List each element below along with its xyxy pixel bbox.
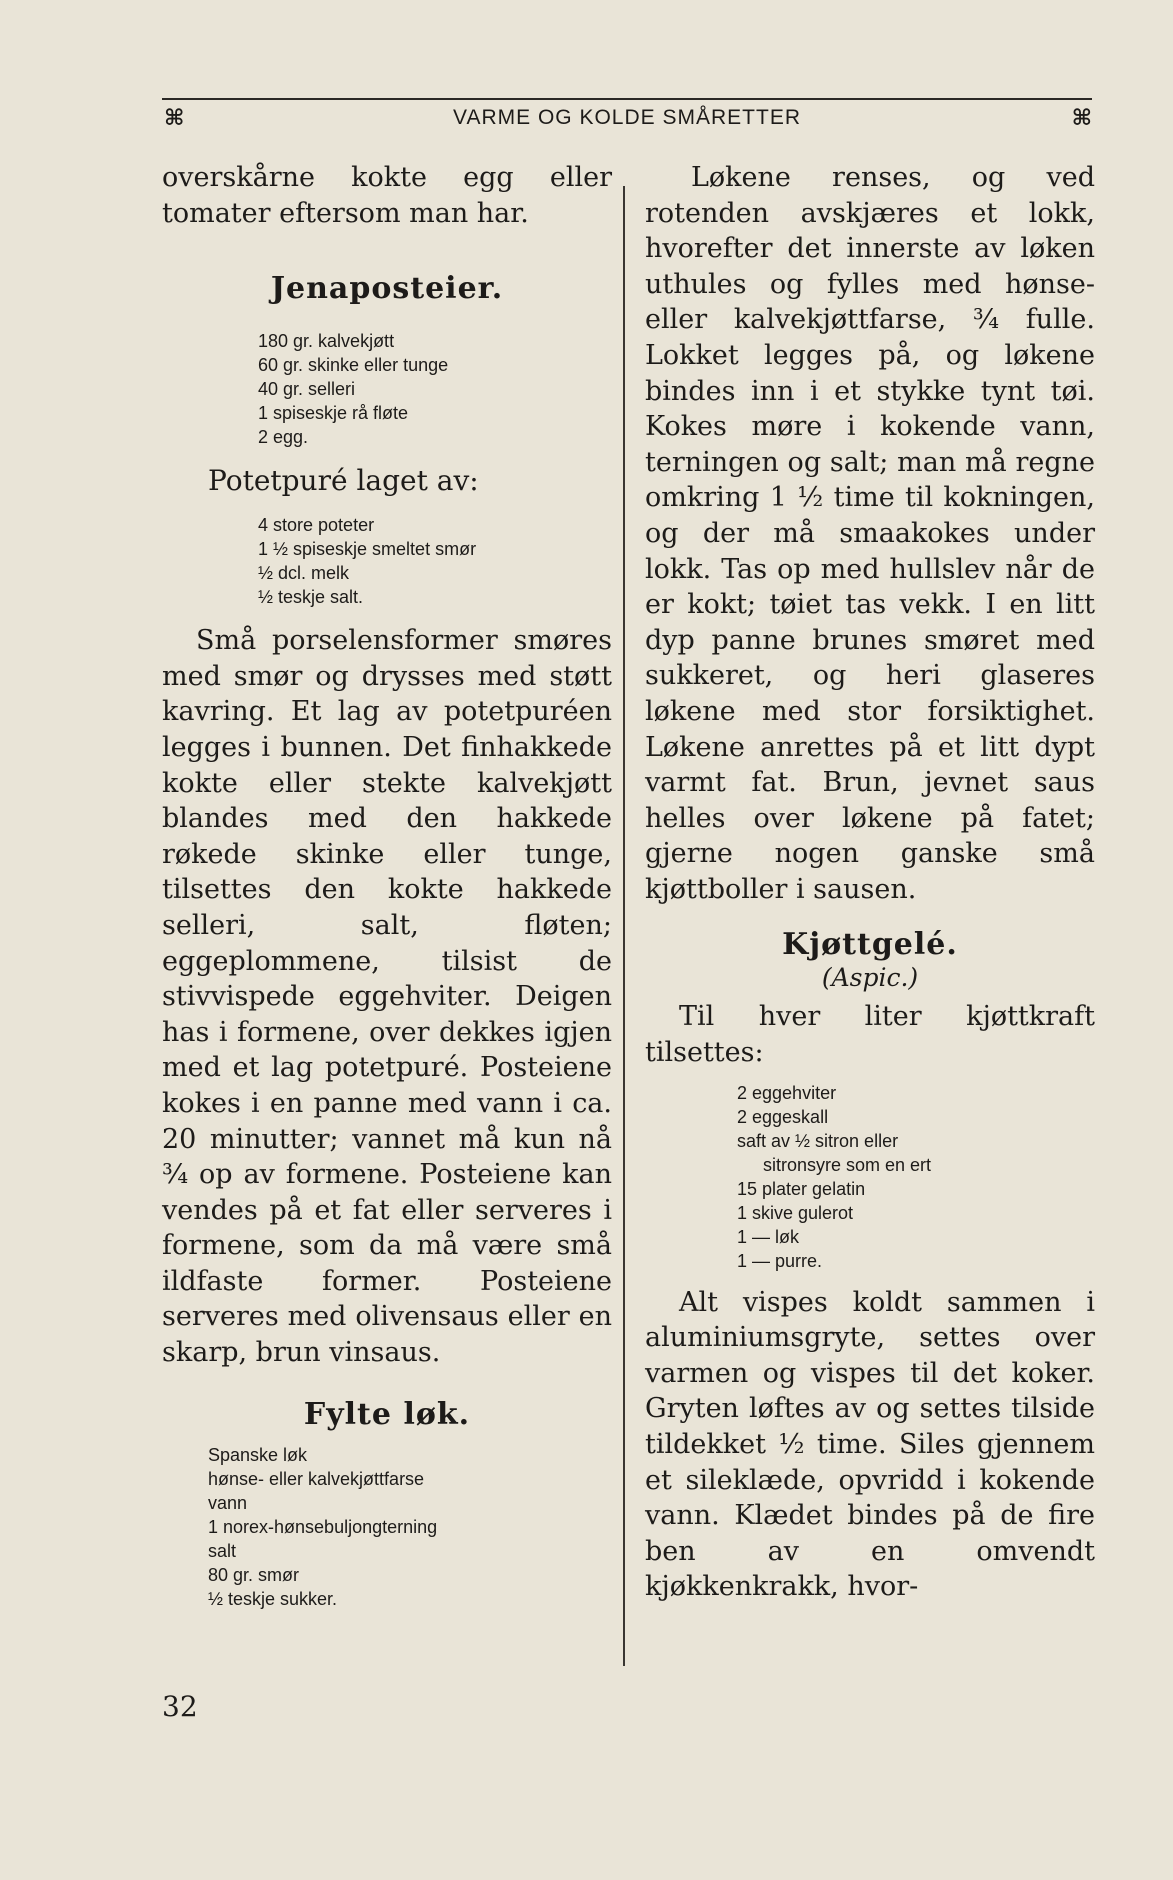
- ingredient-item: ½ teskje sukker.: [208, 1588, 338, 1609]
- puree-ingredients: [162, 513, 612, 609]
- puree-heading: Potetpuré laget av:: [208, 464, 479, 498]
- ingredient-item: Spanske løk: [208, 1444, 308, 1465]
- jenaposteier-method: Små porselensformer smøres med smør og drysses med støtt kavring. Et lag av potetpuréen legges i bunnen. Det finhakkede kokte eller stekte kalvekjøtt blandes med den hakkede røkede skinke eller tunge, tilsettes den kokte hakkede selleri, salt, fløten; eggeplommene, tilsist de stivvispede eggehviter. Deigen has i formene, over dekkes igjen med et lag potetpuré. Posteiene kokes i en panne med vann i ca. 20 minutter; vannet må kun nå ¾ op av formene. Posteiene kan vendes på et fat eller serveres i formene, som da må være små ildfaste former. Posteiene serveres med olivensaus eller en skarp, brun vinsaus.: [162, 625, 612, 1369]
- ingredient-item: 2 eggeskall: [737, 1106, 829, 1127]
- ingredient-item: 1 spiseskje rå fløte: [258, 403, 409, 424]
- intro-text: overskårne kokte egg eller tomater eftersom man har.: [162, 162, 612, 229]
- ingredient-item: 1 ½ spiseskje smeltet smør: [258, 539, 477, 560]
- ingredient-item: vann: [208, 1492, 248, 1513]
- ingredient-item: hønse- eller kalvekjøttfarse: [208, 1468, 425, 1489]
- ingredient-item: saft av ½ sitron eller: [737, 1130, 899, 1151]
- kjottgele-ingredients: [645, 1081, 1095, 1273]
- kjottgele-method: Alt vispes koldt sammen i aluminiumsgryte, settes over varmen og vispes til det koker. Gryten løftes av og settes tilside tildekket ½ time. Siles gjennem et sileklæde, opvridd i kokende vann. Klædet bindes på de fire ben av en omvendt kjøkkenkrakk, hvor-: [645, 1286, 1095, 1603]
- recipe-title-fylte-lok: Fylte løk.: [303, 1396, 471, 1432]
- ingredient-item: ½ teskje salt.: [258, 587, 364, 608]
- ornament-right-icon: ⌘: [1071, 105, 1092, 131]
- fylte-lok-ingredients: [162, 1443, 612, 1611]
- ingredient-item: sitronsyre som en ert: [763, 1154, 932, 1175]
- ingredient-item: salt: [208, 1540, 237, 1561]
- ingredient-item: 80 gr. smør: [208, 1564, 300, 1585]
- ingredient-item: 1 skive gulerot: [737, 1202, 854, 1223]
- header-rule: [162, 98, 1092, 100]
- recipe-title-kjottgele: Kjøttgelé.: [782, 927, 958, 963]
- kjottgele-intro: Til hver liter kjøttkraft tilsettes:: [645, 1001, 1095, 1069]
- ingredient-item: 15 plater gelatin: [737, 1178, 866, 1199]
- fylte-lok-method: Løkene renses, og ved rotenden avskjæres et lokk, hvorefter det innerste av løken uthules og fylles med hønse- eller kalvekjøttfarse, ¾ fulle. Lokket legges på, og løkene bindes inn i et stykke tynt tøi. Kokes møre i kokende vann, terningen og salt; man må regne omkring 1 ½ time til kokningen, og der må smaakokes under lokk. Tas op med hullslev når de er kokt; tøiet tas vekk. I en litt dyp panne brunes smøret med sukkeret, og heri glaseres løkene med stor forsiktighet. Løkene anrettes på et litt dypt varmt fat. Brun, jevnet saus helles over løkene på fatet; gjerne nogen ganske små kjøttboller i sausen.: [645, 162, 1095, 905]
- recipe-subtitle-aspic: (Aspic.): [821, 963, 919, 993]
- recipe-title-jenaposteier: Jenaposteier.: [270, 271, 504, 307]
- ingredient-item: 60 gr. skinke eller tunge: [258, 355, 449, 376]
- ingredient-item: 180 gr. kalvekjøtt: [258, 331, 395, 352]
- left-column: [162, 160, 612, 1611]
- jenaposteier-ingredients: [162, 329, 612, 449]
- ingredient-item: 2 egg.: [258, 427, 309, 448]
- ingredient-item: 40 gr. selleri: [258, 379, 356, 400]
- column-divider: [623, 186, 625, 1666]
- ingredient-item: ½ dcl. melk: [258, 563, 350, 584]
- running-header-title: VARME OG KOLDE SMÅRETTER: [453, 106, 801, 129]
- ornament-left-icon: ⌘: [164, 105, 185, 131]
- page-number: 32: [162, 1690, 198, 1723]
- ingredient-item: 2 eggehviter: [737, 1082, 837, 1103]
- right-column: [645, 160, 1095, 1605]
- ingredient-item: 1 — løk: [737, 1226, 800, 1247]
- ingredient-item: 1 — purre.: [737, 1250, 823, 1271]
- ingredient-item: 1 norex-hønsebuljongterning: [208, 1516, 438, 1537]
- running-header: [162, 104, 1092, 134]
- ingredient-item: 4 store poteter: [258, 515, 375, 536]
